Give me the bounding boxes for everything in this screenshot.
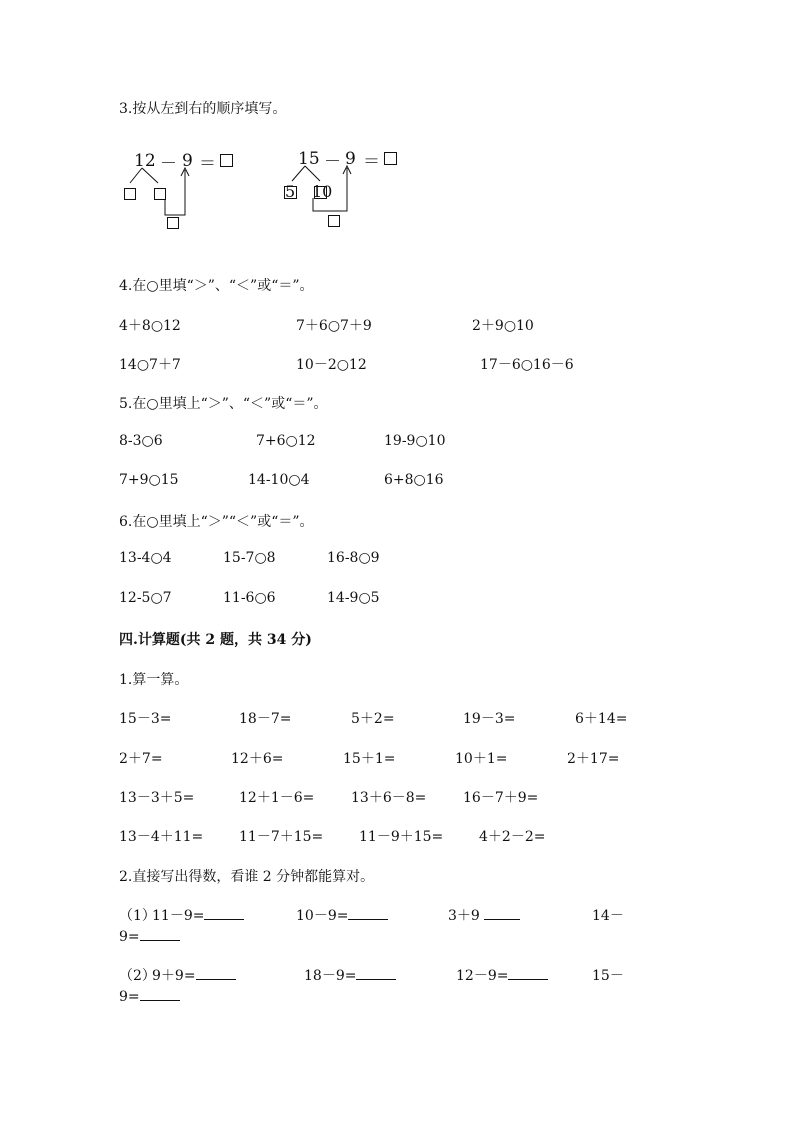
calc2-item (448, 905, 520, 925)
q4-item: 4＋8○12 (119, 318, 181, 334)
calc1-item: 13＋6－8= (351, 790, 427, 806)
q6-item: 13-4○4 (119, 550, 172, 566)
calc2-item-expr: 11－9= (152, 908, 205, 924)
section-heading: 四.计算题(共 2 题，共 34 分) (119, 632, 312, 648)
q6-item: 14-9○5 (327, 590, 380, 606)
answer-blank[interactable] (484, 906, 520, 920)
q5-item: 14-10○4 (248, 472, 310, 488)
q3-right-split-2: 10 (312, 182, 333, 201)
calc2-item-expr: 9＋9= (152, 968, 196, 984)
q3-title: 3.按从左到右的顺序填写。 (119, 101, 287, 117)
calc1-item: 18－7= (239, 711, 292, 727)
q6-title: 6.在○里填上“＞”“＜”或“＝”。 (119, 514, 314, 530)
q3-left-a: 12 (134, 151, 156, 171)
answer-blank[interactable] (508, 966, 548, 980)
q3-left-op: － (160, 154, 177, 174)
q5-item: 7+9○15 (119, 472, 179, 488)
answer-blank[interactable] (204, 906, 244, 920)
calc1-item: 11－9＋15= (359, 829, 444, 845)
calc2-item (119, 987, 180, 1005)
calc2-title: 2.直接写出得数，看谁 2 分钟都能算对。 (119, 869, 375, 885)
q4-item: 2＋9○10 (472, 318, 534, 334)
q6-item: 15-7○8 (223, 550, 276, 566)
calc2-item (456, 965, 548, 985)
calc1-item: 12＋6= (231, 751, 284, 767)
q3-right-eq: ＝ (363, 152, 380, 172)
q6-item: 11-6○6 (223, 590, 276, 606)
q4-item: 10－2○12 (296, 357, 367, 373)
q5-item: 6+8○16 (384, 472, 444, 488)
calc1-item: 19－3= (463, 711, 516, 727)
calc1-item: 10＋1= (455, 751, 508, 767)
q3-right-split-1: 5 (285, 182, 296, 201)
calc2-item (152, 905, 244, 925)
q3-right-answer-box[interactable] (384, 152, 397, 165)
calc1-item: 12＋1－6= (239, 790, 315, 806)
q3-left-b: 9 (182, 151, 193, 171)
q4-item: 17－6○16－6 (480, 357, 574, 373)
q6-item: 12-5○7 (119, 590, 172, 606)
calc2-row2-label: （2） (119, 968, 156, 984)
calc1-item: 2＋7= (119, 751, 163, 767)
calc1-item: 2＋17= (567, 751, 620, 767)
calc1-item: 4＋2－2= (479, 829, 546, 845)
calc1-title: 1.算一算。 (119, 672, 189, 688)
calc1-item: 13－3＋5= (119, 790, 195, 806)
calc2-item-expr: 9= (119, 929, 140, 945)
answer-blank[interactable] (348, 906, 388, 920)
calc2-item-expr: 14－ (592, 908, 624, 924)
q3-left-result-box[interactable] (167, 217, 179, 229)
q3-right-a: 15 (298, 149, 320, 169)
q3-left-split-box-2[interactable] (154, 188, 166, 200)
calc2-item-expr: 15－ (592, 968, 624, 984)
q4-title: 4.在○里填“＞”、“＜”或“＝”。 (119, 278, 314, 294)
q4-item: 7＋6○7＋9 (296, 318, 372, 334)
calc2-item (152, 965, 236, 985)
calc1-item: 13－4＋11= (119, 829, 204, 845)
q3-right-result-box[interactable] (328, 215, 340, 227)
calc1-item: 11－7＋15= (239, 829, 324, 845)
q3-left-connector-lines (120, 165, 200, 235)
calc2-item (119, 927, 180, 945)
q4-item: 14○7＋7 (119, 357, 181, 373)
calc2-item (296, 905, 388, 925)
calc2-item-expr: 18－9= (304, 968, 357, 984)
q6-item: 16-8○9 (327, 550, 380, 566)
answer-blank[interactable] (140, 927, 180, 941)
q3-right-op: － (324, 152, 341, 172)
calc2-row1-label: （1） (119, 908, 156, 924)
calc2-item (304, 965, 396, 985)
q5-item: 19-9○10 (384, 433, 446, 449)
calc2-item-expr: 3＋9 (448, 908, 480, 924)
calc1-item: 5＋2= (351, 711, 395, 727)
q5-title: 5.在○里填上“＞”、“＜”或“＝”。 (119, 396, 328, 412)
q3-left-answer-box[interactable] (220, 154, 233, 167)
calc1-item: 15－3= (119, 711, 172, 727)
answer-blank[interactable] (140, 987, 180, 1001)
calc2-item-expr: 12－9= (456, 968, 509, 984)
q3-left-split-box-1[interactable] (124, 188, 136, 200)
q3-right-b: 9 (345, 149, 356, 169)
calc2-item-expr: 10－9= (296, 908, 349, 924)
answer-blank[interactable] (196, 966, 236, 980)
q3-left-eq: ＝ (199, 154, 216, 174)
calc2-item-expr: 9= (119, 989, 140, 1005)
calc1-item: 6＋14= (575, 711, 628, 727)
q5-item: 8-3○6 (119, 433, 163, 449)
answer-blank[interactable] (356, 966, 396, 980)
calc1-item: 16－7＋9= (463, 790, 539, 806)
calc1-item: 15＋1= (343, 751, 396, 767)
q5-item: 7+6○12 (256, 433, 316, 449)
